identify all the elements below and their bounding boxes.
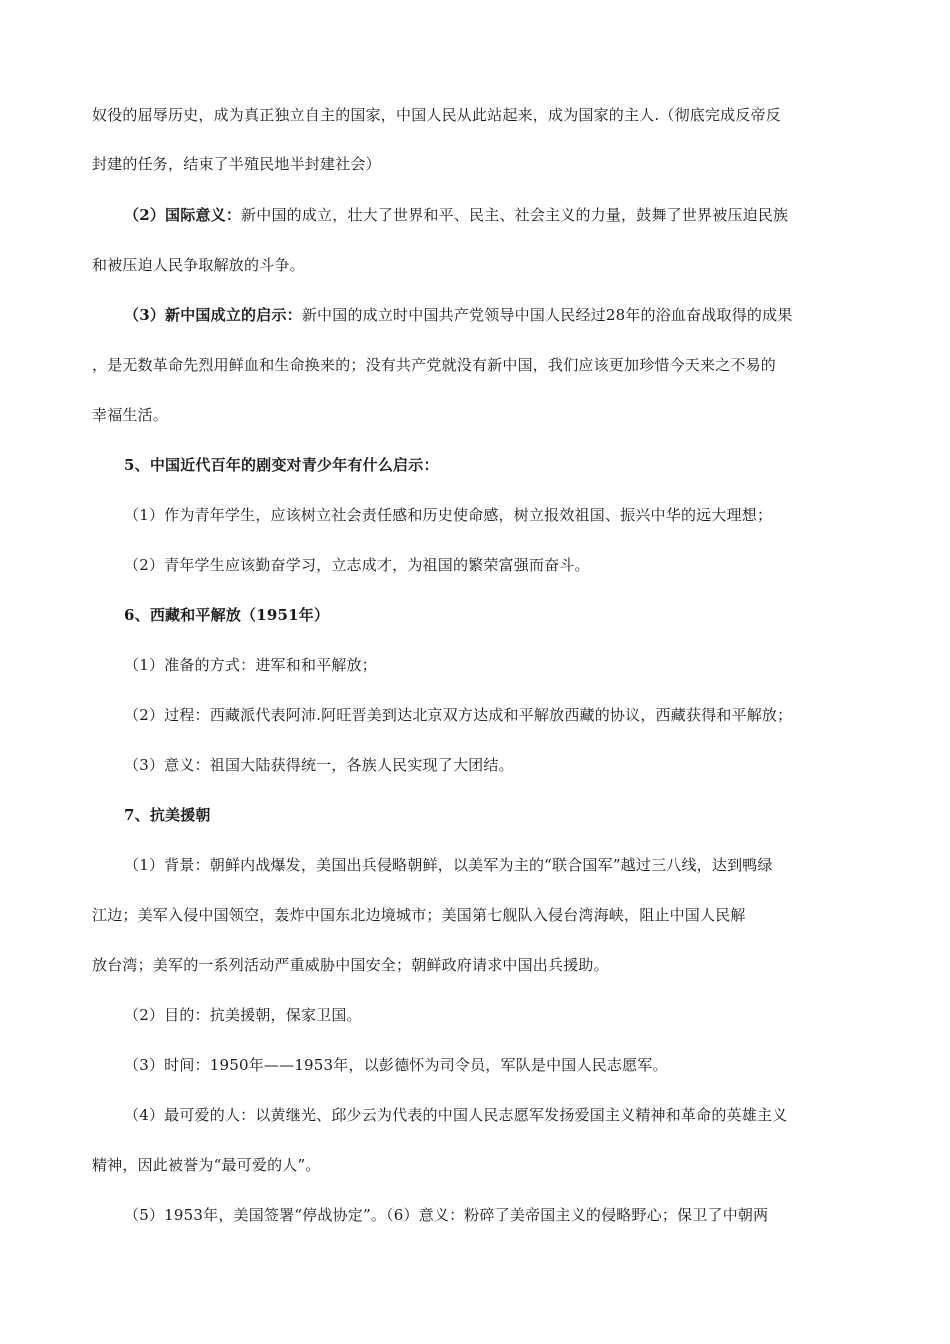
text-line — [92, 354, 882, 376]
line-text: （3）时间：1950年——1953年，以彭德怀为司令员，军队是中国人民志愿军。 — [124, 1056, 668, 1074]
line-text: 精神，因此被誉为“最可爱的人”。 — [92, 1156, 321, 1174]
text-line — [124, 304, 882, 326]
text-line — [124, 1004, 882, 1026]
text-line — [124, 204, 882, 226]
line-text: （2）目的：抗美援朝，保家卫国。 — [124, 1006, 362, 1024]
heading-text: 6、西藏和平解放（1951年） — [124, 606, 330, 624]
text-line — [92, 954, 882, 976]
section-heading — [124, 454, 882, 476]
line-text: ，是无数革命先烈用鲜血和生命换来的；没有共产党就没有新中国，我们应该更加珍惜今天来之不易的 — [92, 356, 777, 374]
text-line — [124, 654, 882, 676]
line-heading: （3）新中国成立的启示： — [124, 306, 302, 324]
line-text: 江边；美军入侵中国领空，轰炸中国东北边境城市；美国第七舰队入侵台湾海峡，阻止中国人民解 — [92, 906, 746, 924]
line-text: 和被压迫人民争取解放的斗争。 — [92, 256, 305, 274]
line-text: （5）1953年，美国签署“停战协定”。（6）意义：粉碎了美帝国主义的侵略野心；保卫了中朝两 — [124, 1206, 769, 1224]
text-line — [124, 704, 882, 726]
line-text: 封建的任务，结束了半殖民地半封建社会） — [92, 155, 381, 173]
text-line — [124, 754, 882, 776]
line-text: （1）准备的方式：进军和和平解放； — [124, 656, 377, 674]
line-text: 新中国的成立，壮大了世界和平、民主、社会主义的力量，鼓舞了世界被压迫民族 — [241, 206, 789, 224]
line-text: 放台湾；美军的一系列活动严重威胁中国安全；朝鲜政府请求中国出兵援助。 — [92, 956, 609, 974]
heading-text: 5、中国近代百年的剧变对青少年有什么启示： — [124, 456, 439, 474]
line-text: （2）青年学生应该勤奋学习，立志成才，为祖国的繁荣富强而奋斗。 — [124, 556, 590, 574]
text-line — [92, 254, 882, 276]
text-line — [92, 104, 882, 126]
line-heading: （2）国际意义： — [124, 206, 242, 224]
text-line — [124, 1104, 882, 1126]
line-text: 奴役的屈辱历史，成为真正独立自主的国家，中国人民从此站起来，成为国家的主人.（彻底完成反帝反 — [92, 106, 781, 124]
text-line — [124, 554, 882, 576]
line-text: （2）过程：西藏派代表阿沛.阿旺晋美到达北京双方达成和平解放西藏的协议，西藏获得和平解放； — [124, 706, 793, 724]
line-text: 新中国的成立时中国共产党领导中国人民经过28年的浴血奋战取得的成果 — [301, 306, 793, 324]
text-line — [92, 404, 882, 426]
text-line — [124, 854, 882, 876]
section-heading — [124, 604, 882, 626]
text-line — [92, 1154, 882, 1176]
section-heading — [124, 804, 882, 826]
line-text: 幸福生活。 — [92, 406, 169, 424]
text-line — [124, 1054, 882, 1076]
text-line — [124, 1204, 882, 1226]
heading-text: 7、抗美援朝 — [124, 806, 211, 824]
text-line — [92, 904, 882, 926]
line-text: （3）意义：祖国大陆获得统一，各族人民实现了大团结。 — [124, 756, 514, 774]
line-text: （4）最可爱的人：以黄继光、邱少云为代表的中国人民志愿军发扬爱国主义精神和革命的英雄主义 — [124, 1106, 788, 1124]
text-line — [92, 153, 882, 175]
line-text: （1）背景：朝鲜内战爆发，美国出兵侵略朝鲜，以美军为主的“联合国军”越过三八线，达到鸭绿 — [124, 856, 773, 874]
text-line — [124, 504, 882, 526]
line-text: （1）作为青年学生，应该树立社会责任感和历史使命感，树立报效祖国、振兴中华的远大理想； — [124, 506, 773, 524]
